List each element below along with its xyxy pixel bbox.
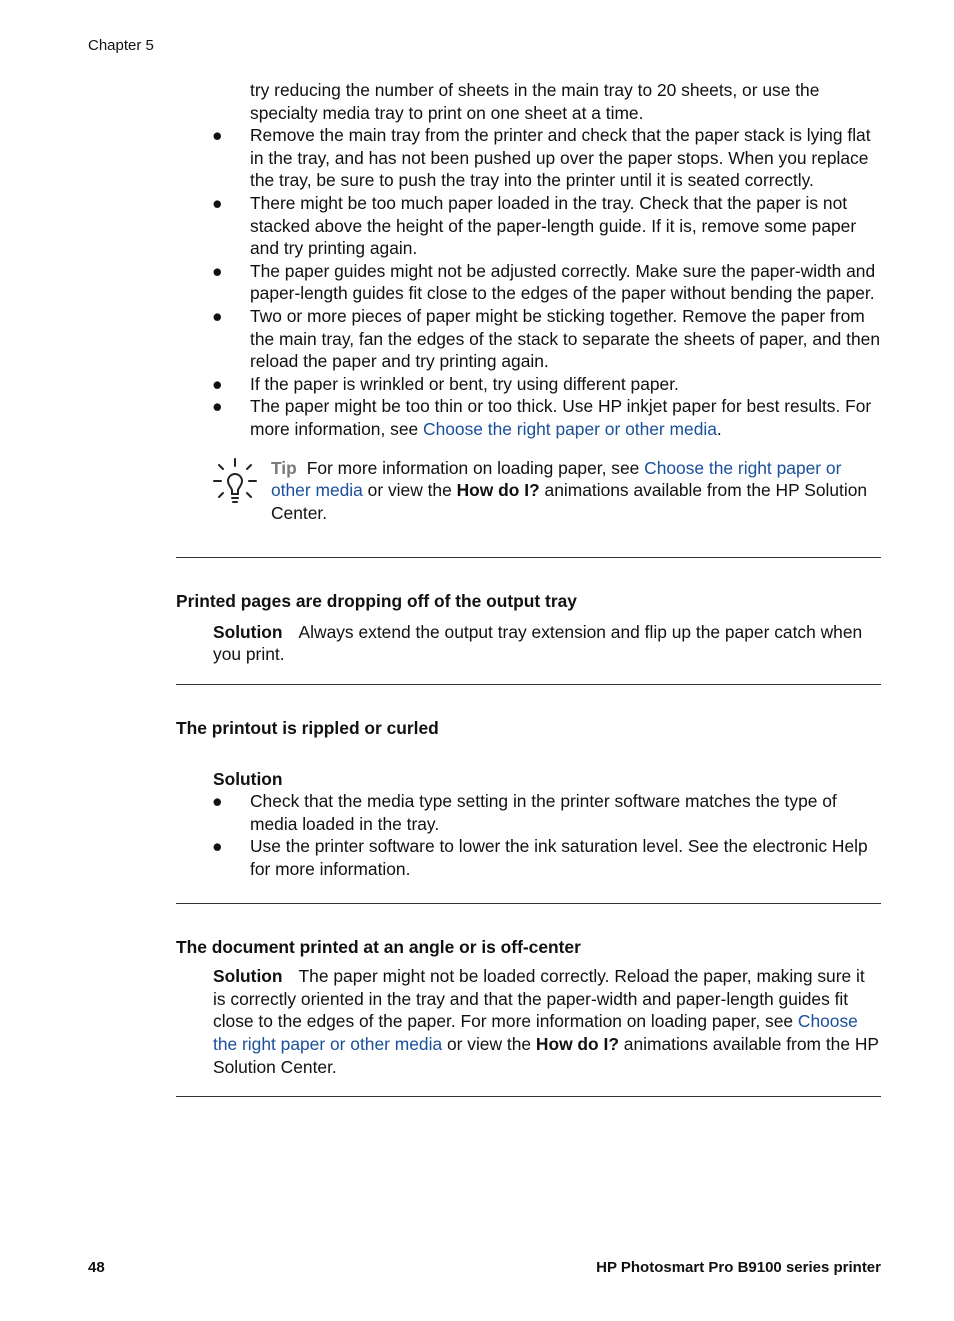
page-number: 48 [88, 1259, 105, 1276]
list-item: ● Check that the media type setting in the printer software matches the type of media loaded in the tray. [212, 791, 837, 834]
how-do-i-label: How do I? [456, 480, 540, 501]
bullet-icon: ● [212, 260, 223, 281]
list-item: ● Remove the main tray from the printer and check that the paper stack is lying flat in the tray, and has not been pushed up over the paper stops. When you replace the tray, be sure to push the tray into the printer until it is seated correctly. [212, 125, 871, 191]
solution-text: Solution The paper might not be loaded correctly. Reload the paper, making sure it is correctly oriented in the tray and that the paper-width and paper-length guides fit close to the edges of the paper. For more information on loading paper, see Choose the right paper or other media or view the How do I? animations available from the HP Solution Center. [213, 966, 879, 1077]
divider [176, 1096, 881, 1097]
how-do-i-label: How do I? [535, 1034, 619, 1054]
bullet-icon: ● [212, 836, 223, 857]
bullet-icon: ● [212, 305, 223, 326]
paper-media-link[interactable]: Choose the right paper or other media [423, 418, 717, 439]
solution-label: Solution [213, 768, 283, 789]
bullet-icon: ● [212, 125, 223, 146]
troubleshoot-list [176, 124, 881, 440]
list-item: ● The paper guides might not be adjusted correctly. Make sure the paper-width and paper-length guides fit close to the edges of the paper without bending the paper. [212, 260, 876, 304]
solution-label: Solution [213, 621, 283, 642]
list-item: ● There might be too much paper loaded in the tray. Check that the paper is not stacked above the height of the paper-length guide. If it is, remove some paper and try printing again. [212, 192, 857, 259]
solution-list [176, 790, 881, 880]
list-item: ● Use the printer software to lower the ink saturation level. See the electronic Help for more information. [212, 836, 868, 880]
paper-media-link[interactable]: Choose the right paper or other media [213, 1011, 858, 1054]
section-title: The printout is rippled or curled [176, 718, 439, 739]
list-item: ● If the paper is wrinkled or bent, try using different paper. [212, 373, 679, 394]
solution-label: Solution [213, 966, 283, 987]
intro-continuation: try reducing the number of sheets in the main tray to 20 sheets, or use the specialty media tray to print on one sheet at a time. [250, 80, 820, 123]
bullet-icon: ● [212, 396, 223, 417]
section-title: Printed pages are dropping off of the output tray [176, 591, 577, 612]
bullet-icon: ● [212, 373, 223, 394]
page-content [176, 79, 881, 1097]
bullet-icon: ● [212, 192, 223, 213]
list-item: ● Two or more pieces of paper might be sticking together. Remove the paper from the main tray, fan the edges of the stack to separate the sheets of paper, and then reload the paper and try printing again. [212, 305, 881, 372]
product-name: HP Photosmart Pro B9100 series printer [596, 1259, 881, 1276]
tip-label: Tip [271, 457, 297, 478]
chapter-header: Chapter 5 [88, 37, 154, 54]
list-item: ● The paper might be too thin or too thick. Use HP inkjet paper for best results. For more information, see Choose the right paper or other media. [212, 396, 872, 439]
bullet-icon: ● [212, 791, 223, 812]
lightbulb-icon [212, 457, 258, 515]
section-title: The document printed at an angle or is off-center [176, 936, 581, 957]
solution-text: Solution Always extend the output tray extension and flip up the paper catch when you print. [213, 621, 863, 665]
tip-box: Tip For more information on loading paper, see Choose the right paper or other media or view the How do I? animations available from the HP Solution Center. [176, 457, 881, 525]
paper-media-link[interactable]: Choose the right paper or other media [271, 457, 842, 501]
